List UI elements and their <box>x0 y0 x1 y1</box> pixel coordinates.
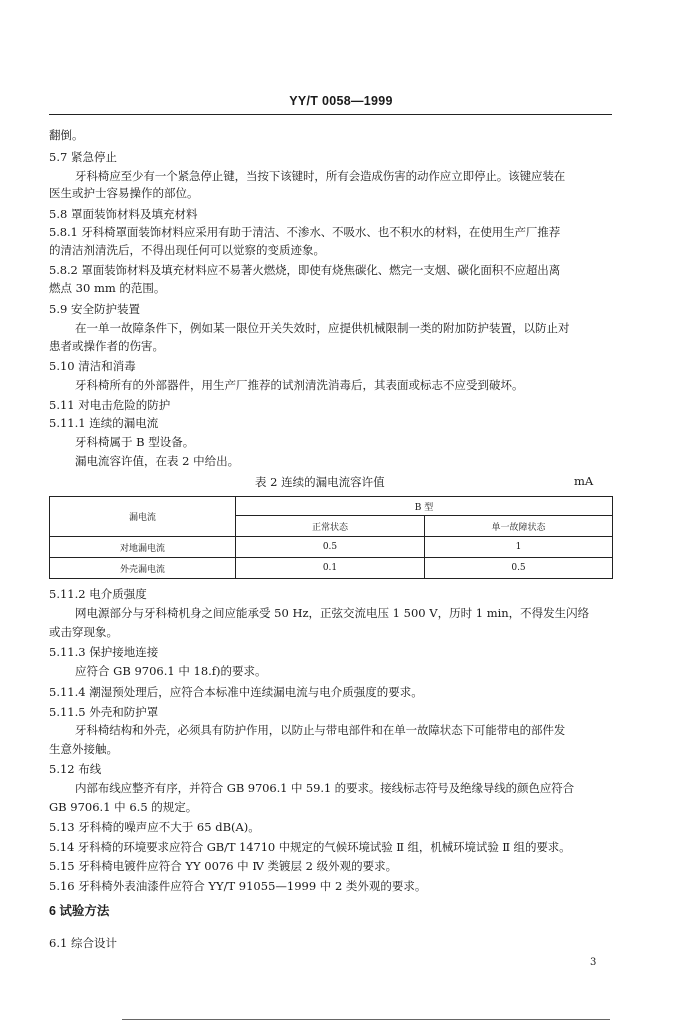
text-line: 燃点 30 mm 的范围。 <box>49 281 166 295</box>
text-line: 牙科椅应至少有一个紧急停止键，当按下该键时，所有会造成伤害的动作应立即停止。该键应装在 <box>75 169 566 183</box>
text-line: 漏电流容许值，在表 2 中给出。 <box>75 454 240 468</box>
header-rule <box>49 114 612 115</box>
text-line: 5.8.2 罩面装饰材料及填充材料应不易著火燃烧，即使有烧焦碳化、燃完一支烟、碳化面积不应超出离 <box>49 263 561 277</box>
text-line: 牙科椅所有的外部器件，用生产厂推荐的试剂清洗消毒后，其表面或标志不应受到破坏。 <box>75 378 524 392</box>
text-line: 网电源部分与牙科椅机身之间应能承受 50 Hz，正弦交流电压 1 500 V，历时 1 min，不得发生闪络 <box>75 606 590 620</box>
section-heading-5-11-2: 5.11.2 电介质强度 <box>49 587 147 601</box>
row-label: 外壳漏电流 <box>50 558 236 579</box>
row-normal-value: 0.1 <box>236 558 425 579</box>
section-heading-5-10: 5.10 清洁和消毒 <box>49 359 136 373</box>
section-heading-5-11-1: 5.11.1 连续的漏电流 <box>49 416 159 430</box>
leakage-current-table <box>49 496 613 579</box>
table-row <box>50 558 613 579</box>
row-fault-value: 1 <box>425 537 613 558</box>
text-line: 或击穿现象。 <box>49 625 118 639</box>
text-line: 的清洁剂清洗后，不得出现任何可以觉察的变质迹象。 <box>49 243 325 257</box>
row-normal-value: 0.5 <box>236 537 425 558</box>
section-heading-5-11-3: 5.11.3 保护接地连接 <box>49 645 159 659</box>
table-header-normal: 正常状态 <box>236 516 425 537</box>
text-line: GB 9706.1 中 6.5 的规定。 <box>49 800 198 814</box>
text-line: 牙科椅结构和外壳，必须具有防护作用，以防止与带电部件和在单一故障状态下可能带电的部件发 <box>75 723 566 737</box>
text-line: 生意外接触。 <box>49 742 118 756</box>
page-number: 3 <box>590 957 597 968</box>
section-heading-5-14: 5.14 牙科椅的环境要求应符合 GB/T 14710 中规定的气候环境试验 Ⅱ 组，机械环境试验 Ⅱ 组的要求。 <box>49 840 571 854</box>
text-line: 在一单一故障条件下，例如某一限位开关失效时，应提供机械限制一类的附加防护装置，以防止对 <box>75 321 570 335</box>
text-line: 5.8.1 牙科椅罩面装饰材料应采用有助于清洁、不渗水、不吸水、也不积水的材料，在使用生产厂推荐 <box>49 225 561 239</box>
footer-rule <box>122 1019 610 1020</box>
row-label: 对地漏电流 <box>50 537 236 558</box>
table-header-leakage: 漏电流 <box>50 497 236 537</box>
text-line: 翻倒。 <box>49 128 84 142</box>
section-heading-5-12: 5.12 布线 <box>49 762 102 776</box>
text-line: 医生或护士容易操作的部位。 <box>49 186 199 200</box>
text-line: 患者或操作者的伤害。 <box>49 339 164 353</box>
table-row <box>50 537 613 558</box>
section-heading-5-11-4: 5.11.4 潮湿预处理后，应符合本标准中连续漏电流与电介质强度的要求。 <box>49 685 423 699</box>
page-header-title: YY/T 0058—1999 <box>289 94 393 108</box>
section-heading-5-15: 5.15 牙科椅电镀件应符合 YY 0076 中 Ⅳ 类镀层 2 级外观的要求。 <box>49 859 398 873</box>
section-heading-6: 6 试验方法 <box>49 904 110 918</box>
text-line: 应符合 GB 9706.1 中 18.f)的要求。 <box>75 664 267 678</box>
table-unit: mA <box>574 474 594 488</box>
section-heading-5-13: 5.13 牙科椅的噪声应不大于 65 dB(A)。 <box>49 820 260 834</box>
table-header-type-b: B 型 <box>236 497 613 516</box>
text-line: 牙科椅属于 B 型设备。 <box>75 435 195 449</box>
section-heading-6-1: 6.1 综合设计 <box>49 936 117 950</box>
section-heading-5-16: 5.16 牙科椅外表油漆件应符合 YY/T 91055—1999 中 2 类外观的要求。 <box>49 879 427 893</box>
row-fault-value: 0.5 <box>425 558 613 579</box>
section-heading-5-9: 5.9 安全防护装置 <box>49 302 140 316</box>
table-header-single-fault: 单一故障状态 <box>425 516 613 537</box>
section-heading-5-8: 5.8 罩面装饰材料及填充材料 <box>49 207 198 221</box>
section-heading-5-11: 5.11 对电击危险的防护 <box>49 398 171 412</box>
section-heading-5-11-5: 5.11.5 外壳和防护罩 <box>49 705 159 719</box>
section-heading-5-7: 5.7 紧急停止 <box>49 150 117 164</box>
table-caption: 表 2 连续的漏电流容许值 <box>255 475 385 489</box>
text-line: 内部布线应整齐有序，并符合 GB 9706.1 中 59.1 的要求。接线标志符号及绝缘导线的颜色应符合 <box>75 781 575 795</box>
